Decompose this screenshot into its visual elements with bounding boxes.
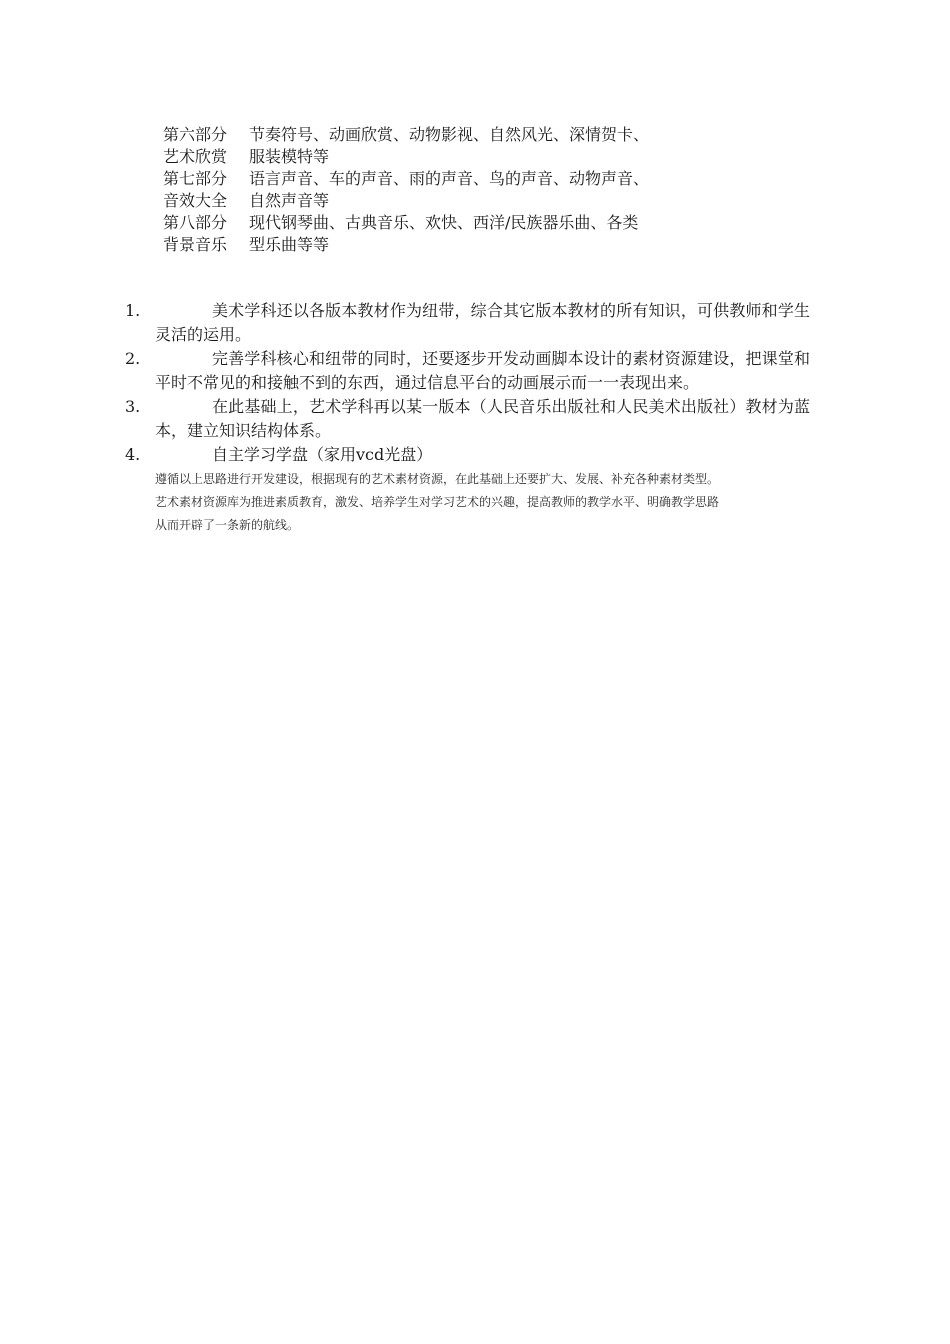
category-row [163,190,649,212]
notes-paragraph [125,468,810,537]
list-item [125,443,810,467]
category-table [163,124,649,256]
list-item-text: 美术学科还以各版本教材作为纽带，综合其它版本教材的所有知识，可供教师和学生灵活的运用。 [155,301,810,344]
list-item [125,347,810,395]
list-item-text: 完善学科核心和纽带的同时，还要逐步开发动画脚本设计的素材资源建设，把课堂和平时不常见的和接触不到的东西，通过信息平台的动画展示而一一表现出来。 [155,349,810,392]
list-marker: 3. [125,397,141,416]
category-label: 第八部分 [163,213,228,232]
category-row [163,234,649,256]
category-text: 现代钢琴曲、古典音乐、欢快、西洋/民族器乐曲、各类 [249,213,639,232]
category-row [163,212,649,234]
list-item-text: 自主学习学盘（家用vcd光盘） [212,445,433,464]
numbered-list [125,299,810,537]
category-text: 语言声音、车的声音、雨的声音、鸟的声音、动物声音、 [249,169,650,188]
category-row [163,146,649,168]
category-row [163,168,649,190]
list-item [125,395,810,443]
category-text: 型乐曲等等 [249,235,330,254]
category-text: 服装模特等 [249,147,330,166]
category-label: 第七部分 [163,169,228,188]
category-label: 第六部分 [163,125,228,144]
list-item-text: 在此基础上，艺术学科再以某一版本（人民音乐出版社和人民美术出版社）教材为蓝本，建立知识结构体系。 [155,397,810,440]
category-label: 艺术欣赏 [163,147,228,166]
note-line: 从而开辟了一条新的航线。 [155,518,300,532]
note-line: 遵循以上思路进行开发建设，根据现有的艺术素材资源，在此基础上还要扩大、发展、补充各种素材类型。 [155,472,720,486]
list-marker: 2. [125,349,141,368]
category-text: 自然声音等 [249,191,330,210]
list-marker: 4. [125,445,141,464]
category-text: 节奏符号、动画欣赏、动物影视、自然风光、深情贺卡、 [249,125,650,144]
list-marker: 1. [125,301,141,320]
category-row [163,124,649,146]
list-item [125,299,810,347]
category-label: 背景音乐 [163,235,228,254]
note-line: 艺术素材资源库为推进素质教育，激发、培养学生对学习艺术的兴趣，提高教师的教学水平、明确教学思路 [155,495,720,509]
category-label: 音效大全 [163,191,228,210]
